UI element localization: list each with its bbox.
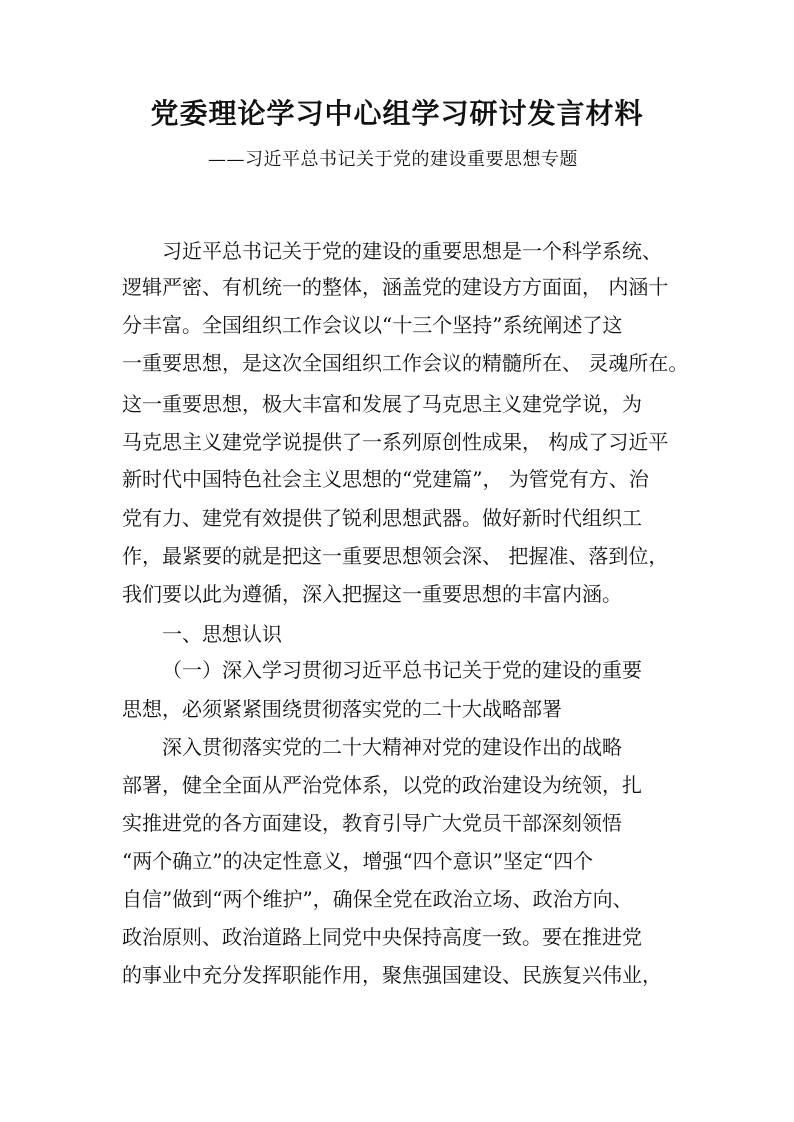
paragraph-line: 作，最紧要的就是把这一重要思想领会深、 把握准、落到位， <box>122 544 669 568</box>
document-subtitle: ——习近平总书记关于党的建设重要思想专题 <box>208 149 578 170</box>
paragraph-line: 马克思主义建党学说提供了一系列原创性成果， 构成了习近平 <box>122 430 669 454</box>
paragraph-line: 党有力、建党有效提供了锐利思想武器。做好新时代组织工 <box>122 506 642 530</box>
paragraph-line: 新时代中国特色社会主义思想的“党建篇”， 为管党有方、治 <box>122 467 649 491</box>
section-heading: 一、思想认识 <box>162 622 282 646</box>
paragraph-line: 实推进党的各方面建设，教育引导广大党员干部深刻领悟 <box>122 811 622 835</box>
paragraph-line: “两个确立”的决定性意义，增强“四个意识”坚定“四个 <box>122 849 594 873</box>
document-title: 党委理论学习中心组学习研讨发言材料 <box>150 97 644 130</box>
paragraph-line: 的事业中充分发挥职能作用，聚焦强国建设、民族复兴伟业， <box>122 963 662 987</box>
paragraph-line: 深入贯彻落实党的二十大精神对党的建设作出的战略 <box>162 735 622 759</box>
paragraph-line: 一重要思想，是这次全国组织工作会议的精髓所在、 灵魂所在。 <box>122 351 689 375</box>
subsection-heading-line: 思想，必须紧紧围绕贯彻落实党的二十大战略部署 <box>122 697 562 721</box>
paragraph-line: 习近平总书记关于党的建设的重要思想是一个科学系统、 <box>162 239 662 263</box>
paragraph-line: 政治原则、政治道路上同党中央保持高度一致。要在推进党 <box>122 925 642 949</box>
paragraph-line: 自信”做到“两个维护”，确保全党在政治立场、政治方向、 <box>122 887 633 911</box>
paragraph-line: 逻辑严密、有机统一的整体，涵盖党的建设方方面面， 内涵十 <box>122 275 669 299</box>
paragraph-line: 分丰富。全国组织工作会议以“十三个坚持”系统阐述了这 <box>122 313 623 337</box>
subsection-heading-line: （一）深入学习贯彻习近平总书记关于党的建设的重要 <box>162 658 642 682</box>
paragraph-line: 这一重要思想，极大丰富和发展了马克思主义建党学说，为 <box>122 392 642 416</box>
paragraph-line: 我们要以此为遵循，深入把握这一重要思想的丰富内涵。 <box>122 582 622 606</box>
paragraph-line: 部署，健全全面从严治党体系，以党的政治建设为统领，扎 <box>122 773 642 797</box>
